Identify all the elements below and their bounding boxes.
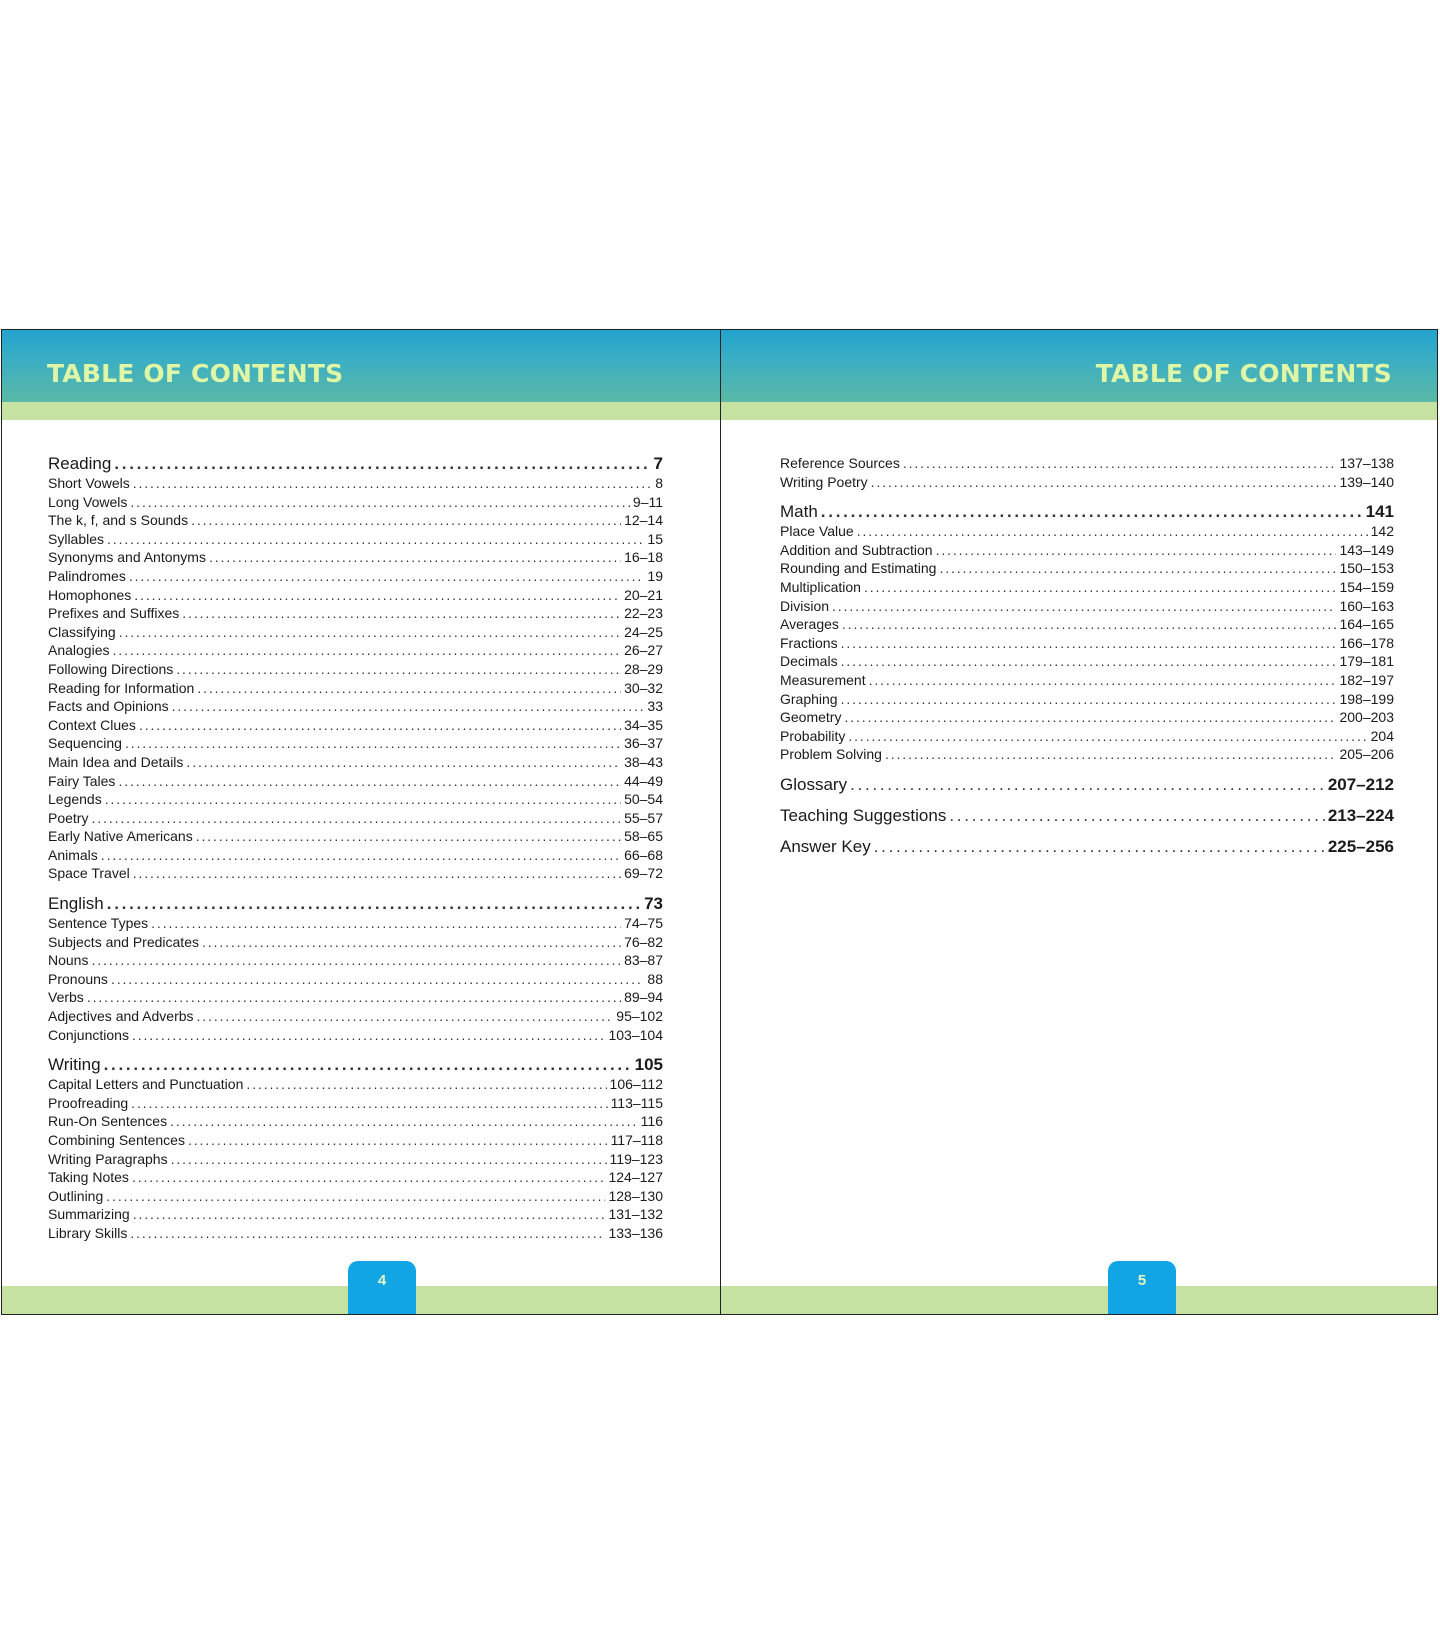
toc-entry (780, 709, 1394, 728)
dot-leader (105, 791, 621, 807)
toc-entry (48, 1188, 663, 1207)
toc-entry-title: Summarizing (48, 1206, 130, 1223)
toc-entry (48, 1225, 663, 1244)
toc-back-matter-entry (780, 775, 1394, 806)
toc-section-heading (780, 502, 1394, 523)
toc-entry-pages: 44–49 (624, 772, 663, 789)
toc-entry-title: Writing Poetry (780, 473, 868, 490)
dot-leader (844, 709, 1336, 725)
toc-entry (48, 810, 663, 829)
toc-entry (780, 746, 1394, 765)
toc-entry (48, 1132, 663, 1151)
toc-entry-pages: 26–27 (624, 642, 663, 659)
dot-leader (91, 810, 621, 826)
toc-entry-title: Syllables (48, 530, 105, 547)
toc-entry-title: Legends (48, 791, 102, 808)
left-page (2, 330, 721, 1314)
toc-entry-title: Taking Notes (48, 1169, 129, 1186)
toc-entry-title: Fractions (780, 634, 838, 651)
book-spread (1, 329, 1438, 1315)
toc-section-heading (48, 894, 663, 915)
left-page-number: 4 (348, 1261, 416, 1314)
dot-leader (101, 847, 621, 863)
toc-entry (48, 952, 663, 971)
toc-entry-title: Pronouns (48, 970, 108, 987)
dot-leader (864, 579, 1337, 595)
toc-entry-title: Multiplication (780, 578, 861, 595)
toc-entry (48, 989, 663, 1008)
toc-entry-title: Sentence Types (48, 915, 149, 932)
toc-entry-title: Synonyms and Antonyms (48, 549, 206, 566)
toc-entry (48, 494, 663, 513)
toc-entry-pages: 160–163 (1339, 597, 1394, 614)
toc-entry-pages: 106–112 (609, 1076, 663, 1093)
dot-leader (133, 475, 652, 491)
toc-entry-title: Combining Sentences (48, 1132, 185, 1148)
toc-entry (48, 568, 663, 587)
toc-entry (780, 598, 1394, 617)
toc-entry (48, 1113, 663, 1132)
toc-entry (48, 847, 663, 866)
toc-entry (48, 1206, 663, 1225)
dot-leader (171, 1151, 607, 1167)
toc-entry-pages: 139–140 (1339, 473, 1394, 490)
dot-leader (842, 616, 1337, 632)
toc-entry-pages: 205–206 (1339, 746, 1394, 763)
toc-entry-pages: 133–136 (608, 1224, 663, 1241)
right-toc (780, 455, 1394, 868)
toc-entry-pages: 33 (647, 698, 663, 715)
toc-entry-title: Context Clues (48, 716, 136, 733)
toc-entry-title: Prefixes and Suffixes (48, 605, 180, 622)
toc-entry (780, 579, 1394, 598)
dot-leader (903, 455, 1337, 471)
toc-back-matter-entry-pages: 213–224 (1327, 805, 1394, 825)
toc-back-matter-entry-pages: 207–212 (1327, 774, 1394, 794)
toc-entry (48, 915, 663, 934)
toc-entry-title: Animals (48, 846, 98, 863)
toc-entry (48, 1151, 663, 1170)
dot-leader (176, 661, 621, 677)
right-header-banner (721, 330, 1437, 402)
toc-entry (48, 531, 663, 550)
toc-entry (48, 828, 663, 847)
toc-entry (780, 474, 1394, 493)
toc-entry-title: Geometry (780, 709, 842, 726)
toc-entry (780, 635, 1394, 654)
right-footer-stripe (721, 1286, 1437, 1314)
dot-leader (119, 624, 621, 640)
toc-section-heading (48, 1055, 663, 1076)
toc-entry-pages: 66–68 (624, 846, 663, 863)
toc-entry-title: Reading for Information (48, 679, 195, 696)
toc-entry-pages: 19 (647, 567, 663, 584)
toc-entry (48, 1008, 663, 1027)
toc-entry-pages: 137–138 (1339, 455, 1394, 471)
toc-section-heading-pages: 105 (634, 1055, 663, 1075)
toc-section-heading-pages: 141 (1365, 502, 1394, 522)
toc-entry-pages: 142 (1370, 523, 1394, 540)
toc-entry (48, 605, 663, 624)
toc-section (48, 454, 663, 884)
toc-entry-pages: 74–75 (624, 915, 663, 932)
toc-entry-pages: 15 (647, 530, 663, 547)
dot-leader (186, 754, 621, 770)
dot-leader (125, 735, 621, 751)
toc-entry (780, 560, 1394, 579)
left-page-title: TABLE OF CONTENTS (47, 359, 344, 388)
toc-entry (48, 934, 663, 953)
toc-entry-pages: 164–165 (1339, 616, 1394, 633)
toc-entry-pages: 12–14 (624, 512, 663, 529)
toc-entry-title: The k, f, and s Sounds (48, 512, 189, 529)
dot-leader (841, 653, 1337, 669)
dot-leader (939, 560, 1336, 576)
toc-entry (48, 773, 663, 792)
toc-section (48, 1055, 663, 1243)
toc-entry (780, 616, 1394, 635)
toc-entry (780, 672, 1394, 691)
dot-leader (111, 971, 644, 987)
toc-entry-pages: 95–102 (616, 1008, 663, 1025)
toc-entry-pages: 179–181 (1339, 653, 1394, 670)
toc-entry-title: Averages (780, 616, 839, 633)
toc-entry (780, 653, 1394, 672)
toc-entry-pages: 124–127 (608, 1169, 663, 1186)
toc-entry (780, 691, 1394, 710)
dot-leader (132, 1027, 606, 1043)
dot-leader (170, 1113, 638, 1129)
toc-entry (48, 754, 663, 773)
dot-leader (107, 531, 644, 547)
dot-leader (129, 568, 645, 584)
toc-entry-title: Library Skills (48, 1224, 128, 1241)
toc-entry-pages: 30–32 (624, 679, 663, 696)
toc-entry (48, 475, 663, 494)
dot-leader (134, 587, 621, 603)
toc-entry-pages: 58–65 (624, 828, 663, 845)
dot-leader (821, 502, 1363, 522)
toc-entry-pages: 55–57 (624, 809, 663, 826)
dot-leader (191, 512, 621, 528)
toc-entry (48, 1095, 663, 1114)
dot-leader (196, 828, 621, 844)
toc-section-heading-pages: 7 (653, 454, 663, 473)
dot-leader (936, 542, 1337, 558)
left-header-stripe (2, 402, 720, 420)
dot-leader (874, 837, 1325, 857)
toc-entry-title: Adjectives and Adverbs (48, 1008, 194, 1025)
toc-entry (48, 1076, 663, 1095)
toc-entry-pages: 28–29 (624, 660, 663, 677)
toc-entry (48, 1169, 663, 1188)
dot-leader (139, 717, 621, 733)
right-page-title: TABLE OF CONTENTS (1095, 359, 1392, 388)
toc-entry (48, 642, 663, 661)
toc-entry-title: Poetry (48, 809, 89, 826)
dot-leader (172, 698, 645, 714)
toc-entry-title: Following Directions (48, 660, 174, 677)
toc-entry-title: Subjects and Predicates (48, 933, 199, 950)
toc-entry-title: Graphing (780, 690, 838, 707)
dot-leader (113, 642, 622, 658)
toc-entry-pages: 204 (1370, 727, 1394, 744)
toc-entry-pages: 22–23 (624, 605, 663, 622)
toc-entry-pages: 20–21 (624, 586, 663, 603)
toc-section (780, 502, 1394, 765)
toc-entry (780, 455, 1394, 474)
toc-entry (48, 717, 663, 736)
toc-entry-pages: 16–18 (624, 549, 663, 566)
toc-entry-pages: 8 (655, 475, 663, 491)
toc-entry-pages: 116 (640, 1113, 663, 1130)
dot-leader (832, 598, 1336, 614)
dot-leader (151, 915, 621, 931)
toc-entry-pages: 154–159 (1339, 578, 1394, 595)
toc-entry-pages: 36–37 (624, 735, 663, 752)
toc-entry (48, 698, 663, 717)
toc-entry-title: Addition and Subtraction (780, 541, 933, 558)
dot-leader (188, 1132, 608, 1148)
dot-leader (857, 523, 1368, 539)
toc-back-matter-entry-title: Teaching Suggestions (780, 805, 947, 825)
toc-entry-title: Palindromes (48, 567, 126, 584)
toc-entry (48, 865, 663, 884)
toc-back-matter-entry-title: Answer Key (780, 836, 871, 856)
toc-entry-pages: 89–94 (624, 989, 663, 1006)
toc-entry-title: Analogies (48, 642, 110, 659)
toc-section (48, 894, 663, 1045)
toc-section-heading-title: Math (780, 502, 818, 522)
toc-entry-title: Decimals (780, 653, 838, 670)
left-header-banner (2, 330, 720, 402)
toc-entry-pages: 69–72 (624, 865, 663, 882)
toc-entry-title: Proofreading (48, 1094, 129, 1111)
dot-leader (848, 728, 1367, 744)
toc-section-heading (48, 454, 663, 475)
dot-leader (106, 1188, 605, 1204)
toc-entry-pages: 88 (647, 970, 663, 987)
toc-entry (48, 624, 663, 643)
toc-entry-title: Capital Letters and Punctuation (48, 1076, 244, 1093)
toc-entry-title: Space Travel (48, 865, 130, 882)
dot-leader (246, 1076, 606, 1092)
toc-entry-pages: 103–104 (608, 1026, 663, 1043)
toc-entry-title: Classifying (48, 623, 116, 640)
toc-entry-title: Main Idea and Details (48, 753, 184, 770)
toc-entry-title: Early Native Americans (48, 828, 193, 845)
toc-entry-pages: 119–123 (609, 1150, 663, 1167)
dot-leader (91, 952, 621, 968)
dot-leader (197, 1008, 614, 1024)
toc-entry-title: Homophones (48, 586, 132, 603)
toc-entry (48, 549, 663, 568)
toc-entry-pages: 38–43 (624, 753, 663, 770)
right-page-number: 5 (1108, 1261, 1176, 1314)
toc-entry (48, 791, 663, 810)
toc-continued (780, 455, 1394, 492)
toc-section-heading-title: Reading (48, 454, 112, 473)
toc-entry-title: Division (780, 597, 830, 614)
dot-leader (949, 806, 1324, 826)
toc-entry (48, 512, 663, 531)
toc-entry-title: Run-On Sentences (48, 1113, 168, 1130)
toc-entry (48, 661, 663, 680)
toc-entry (780, 542, 1394, 561)
toc-entry-pages: 34–35 (624, 716, 663, 733)
toc-back-matter-entry (780, 806, 1394, 837)
dot-leader (182, 605, 621, 621)
dot-leader (131, 1095, 607, 1111)
dot-leader (202, 934, 621, 950)
toc-entry-pages: 143–149 (1339, 541, 1394, 558)
toc-entry-pages: 50–54 (624, 791, 663, 808)
dot-leader (871, 474, 1337, 490)
toc-entry-pages: 24–25 (624, 623, 663, 640)
toc-entry (780, 523, 1394, 542)
toc-entry-pages: 150–153 (1339, 560, 1394, 577)
toc-entry-pages: 76–82 (624, 933, 663, 950)
toc-entry (48, 1027, 663, 1046)
toc-entry (48, 971, 663, 990)
toc-section-heading-title: English (48, 894, 104, 914)
dot-leader (850, 775, 1325, 795)
dot-leader (107, 894, 641, 914)
toc-entry-title: Long Vowels (48, 493, 128, 510)
dot-leader (104, 1055, 632, 1075)
dot-leader (133, 865, 621, 881)
toc-entry-title: Rounding and Estimating (780, 560, 937, 577)
toc-entry-pages: 117–118 (610, 1132, 663, 1148)
toc-back-matter-entry-title: Glossary (780, 774, 848, 794)
dot-leader (133, 1206, 606, 1222)
toc-entry-pages: 198–199 (1339, 690, 1394, 707)
dot-leader (130, 494, 629, 510)
toc-entry (48, 587, 663, 606)
toc-back-matter (780, 775, 1394, 868)
toc-entry-pages: 182–197 (1339, 671, 1394, 688)
toc-entry-title: Outlining (48, 1187, 104, 1204)
toc-entry-title: Sequencing (48, 735, 122, 752)
toc-entry (48, 735, 663, 754)
toc-back-matter-entry-pages: 225–256 (1327, 836, 1394, 856)
toc-entry-title: Fairy Tales (48, 772, 116, 789)
toc-entry-title: Nouns (48, 952, 89, 969)
toc-entry-title: Verbs (48, 989, 84, 1006)
right-page (721, 330, 1437, 1314)
toc-entry-pages: 83–87 (624, 952, 663, 969)
dot-leader (197, 680, 621, 696)
toc-entry-pages: 166–178 (1339, 634, 1394, 651)
toc-entry-title: Short Vowels (48, 475, 130, 491)
toc-entry-pages: 9–11 (632, 493, 663, 510)
dot-leader (869, 672, 1337, 688)
dot-leader (114, 454, 650, 474)
left-toc (48, 454, 663, 1254)
toc-entry-pages: 113–115 (610, 1094, 663, 1111)
dot-leader (841, 635, 1337, 651)
dot-leader (885, 746, 1337, 762)
toc-entry-pages: 128–130 (608, 1187, 663, 1204)
dot-leader (118, 773, 621, 789)
toc-entry-pages: 131–132 (608, 1206, 663, 1223)
toc-entry-title: Place Value (780, 523, 854, 540)
toc-entry-title: Facts and Opinions (48, 698, 169, 715)
toc-entry-title: Writing Paragraphs (48, 1150, 168, 1167)
dot-leader (130, 1225, 605, 1241)
toc-entry (780, 728, 1394, 747)
toc-back-matter-entry (780, 837, 1394, 868)
toc-entry-title: Probability (780, 727, 846, 744)
dot-leader (209, 549, 621, 565)
toc-entry-pages: 200–203 (1339, 709, 1394, 726)
toc-entry-title: Conjunctions (48, 1026, 129, 1043)
toc-entry-title: Measurement (780, 671, 866, 688)
dot-leader (87, 989, 621, 1005)
toc-section-heading-title: Writing (48, 1055, 101, 1075)
toc-entry (48, 680, 663, 699)
toc-entry-title: Reference Sources (780, 455, 900, 471)
toc-section-heading-pages: 73 (644, 894, 663, 914)
dot-leader (841, 691, 1337, 707)
toc-entry-title: Problem Solving (780, 746, 882, 763)
dot-leader (132, 1169, 606, 1185)
right-header-stripe (721, 402, 1437, 420)
